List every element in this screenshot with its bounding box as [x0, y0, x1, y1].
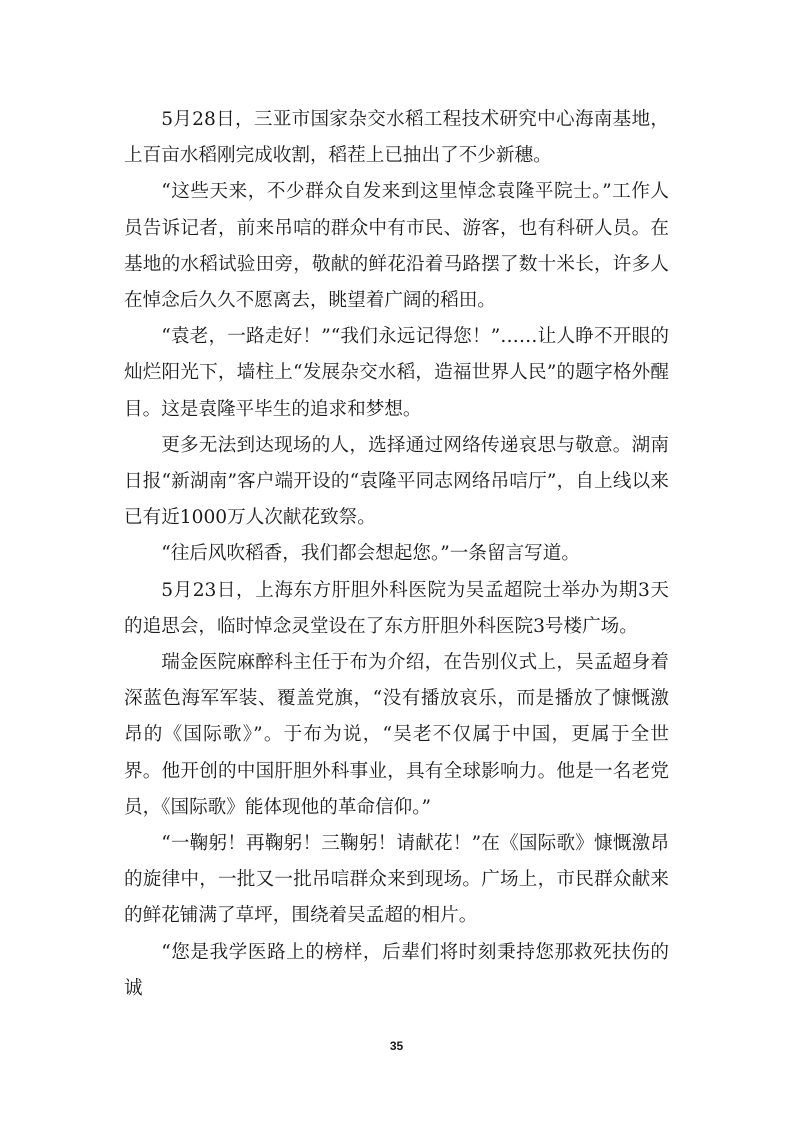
page-number: 35	[389, 1039, 404, 1053]
paragraph-2: “这些天来，不少群众自发来到这里悼念袁隆平院士。”工作人员告诉记者，前来吊唁的群众中有市民、游客，也有科研人员。在基地的水稻试验田旁，敬献的鲜花沿着马路摆了数十米长，许多人在悼念后久久不愿离去，眺望着广阔的稻田。	[124, 181, 669, 312]
paragraph-8: “一鞠躬！再鞠躬！三鞠躬！请献花！”在《国际歌》慷慨激昂的旋律中，一批又一批吊唁群众来到现场。广场上，市民群众献来的鲜花铺满了草坪，围绕着吴孟超的相片。	[124, 833, 669, 927]
paragraph-9: “您是我学医路上的榜样，后辈们将时刻秉持您那救死扶伤的诚	[124, 941, 669, 999]
article-body	[124, 102, 669, 1007]
paragraph-7: 瑞金医院麻醉科主任于布为介绍，在告别仪式上，吴孟超身着深蓝色海军军装、覆盖党旗，“没有播放哀乐，而是播放了慷慨激昂的《国际歌》”。于布为说，“吴老不仅属于中国，更属于全世界。他开创的中国肝胆外科事业，具有全球影响力。他是一名老党员，《国际歌》能体现他的革命信仰。”	[124, 652, 669, 818]
paragraph-6: 5月23日，上海东方肝胆外科医院为吴孟超院士举办为期3天的追思会，临时悼念灵堂设在了东方肝胆外科医院3号楼广场。	[124, 579, 669, 637]
paragraph-1: 5月28日，三亚市国家杂交水稻工程技术研究中心海南基地，上百亩水稻刚完成收割，稻茬上已抽出了不少新穗。	[124, 109, 669, 167]
paragraph-3: “袁老，一路走好！”“我们永远记得您！”……让人睁不开眼的灿烂阳光下，墙柱上“发展杂交水稻，造福世界人民”的题字格外醒目。这是袁隆平毕生的追求和梦想。	[124, 326, 669, 420]
paragraph-4: 更多无法到达现场的人，选择通过网络传递哀思与敬意。湖南日报“新湖南”客户端开设的“袁隆平同志网络吊唁厅”，自上线以来已有近1000万人次献花致祭。	[124, 434, 669, 529]
paragraph-5: “往后风吹稻香，我们都会想起您。”一条留言写道。	[161, 543, 580, 565]
